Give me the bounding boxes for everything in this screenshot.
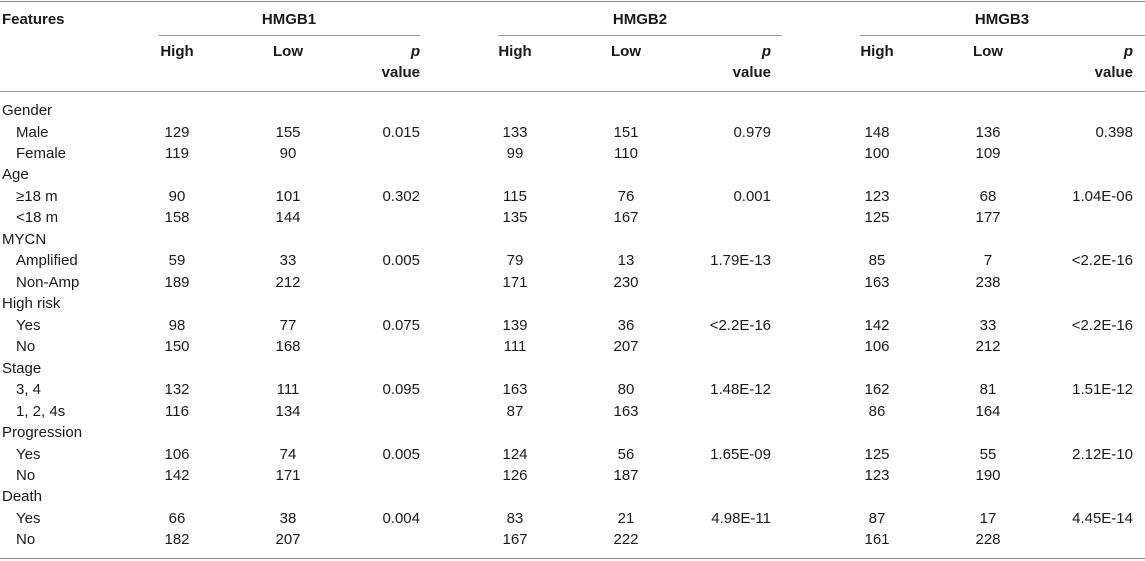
cell-p-value: <2.2E-16 — [1071, 316, 1133, 334]
cell-high: 135 — [502, 209, 528, 227]
cell-low: 74 — [279, 445, 297, 463]
col-header-low: Low — [273, 43, 303, 60]
cell-low: 21 — [617, 509, 635, 527]
section-label: High risk — [2, 295, 61, 313]
col-header-p: p — [1123, 43, 1133, 60]
cell-high: 126 — [502, 467, 528, 484]
cell-low: 110 — [614, 145, 638, 162]
cell-low: 207 — [613, 338, 639, 356]
col-header-p-value: value — [1094, 64, 1133, 81]
cell-low: 55 — [979, 445, 997, 463]
cell-p-value: 0.005 — [382, 445, 420, 463]
cell-low: 68 — [979, 187, 997, 205]
cell-low: 222 — [613, 531, 639, 549]
cell-high: 98 — [168, 316, 186, 334]
section-label: MYCN — [2, 230, 47, 248]
col-header-low: Low — [973, 43, 1003, 60]
cell-high: 99 — [506, 145, 524, 162]
row-label: Yes — [16, 316, 41, 334]
cell-p-value: 0.001 — [733, 187, 771, 205]
cell-high: 125 — [864, 445, 890, 463]
col-header-p-value: value — [381, 64, 420, 81]
group-underline — [159, 35, 420, 36]
row-label: <18 m — [16, 209, 59, 227]
cell-high: 87 — [506, 402, 524, 420]
col-header-high: High — [860, 43, 894, 60]
row-label: 1, 2, 4s — [16, 402, 66, 420]
cell-high: 100 — [864, 145, 890, 162]
cell-high: 189 — [164, 273, 190, 291]
cell-low: 187 — [613, 467, 639, 484]
cell-low: 13 — [617, 252, 635, 270]
row-label: 3, 4 — [16, 381, 42, 399]
cell-high: 123 — [864, 467, 890, 484]
cell-p-value: 0.095 — [382, 381, 420, 399]
row-label: No — [16, 338, 36, 356]
cell-low: 171 — [275, 467, 301, 484]
col-header-high: High — [498, 43, 532, 60]
top-rule — [0, 1, 1145, 2]
cell-low: 164 — [975, 402, 1001, 420]
cell-high: 142 — [164, 467, 190, 484]
bottom-rule — [0, 558, 1145, 559]
cell-low: 163 — [613, 402, 639, 420]
cell-low: 17 — [979, 509, 997, 527]
cell-high: 123 — [864, 187, 890, 205]
cell-high: 150 — [164, 338, 190, 356]
cell-low: 238 — [975, 273, 1001, 291]
cell-low: 177 — [975, 209, 1001, 227]
cell-high: 115 — [503, 187, 527, 205]
row-label: ≥18 m — [16, 187, 58, 205]
cell-low: 151 — [613, 123, 639, 141]
cell-p-value: <2.2E-16 — [1071, 252, 1133, 270]
section-label: Progression — [2, 424, 83, 441]
row-label: Male — [16, 123, 49, 141]
cell-p-value: 1.79E-13 — [710, 252, 771, 270]
row-label: Non-Amp — [16, 273, 80, 291]
cell-low: 230 — [613, 273, 639, 291]
row-label: Yes — [16, 509, 41, 527]
features-header: Features — [2, 11, 65, 28]
cell-high: 129 — [164, 123, 190, 141]
col-header-p: p — [410, 43, 420, 60]
group-underline — [498, 35, 782, 36]
section-label: Gender — [2, 102, 53, 119]
cell-high: 66 — [168, 509, 186, 527]
cell-high: 132 — [164, 381, 190, 399]
cell-p-value: <2.2E-16 — [709, 316, 771, 334]
cell-high: 161 — [864, 531, 890, 549]
col-header-p: p — [761, 43, 771, 60]
cell-high: 133 — [502, 123, 528, 141]
col-header-high: High — [160, 43, 194, 60]
cell-high: 142 — [864, 316, 890, 334]
section-label: Stage — [2, 359, 42, 377]
cell-p-value: 0.302 — [382, 187, 420, 205]
cell-high: 59 — [168, 252, 186, 270]
cell-low: 33 — [979, 316, 997, 334]
cell-high: 86 — [868, 402, 886, 420]
group-underline — [860, 35, 1145, 36]
group-title: HMGB3 — [974, 11, 1030, 28]
cell-high: 167 — [502, 531, 528, 549]
cell-p-value: 1.51E-12 — [1072, 381, 1133, 399]
cell-low: 33 — [279, 252, 297, 270]
cell-low: 77 — [279, 316, 297, 334]
col-header-p-value: value — [732, 64, 771, 81]
cell-p-value: 0.004 — [382, 509, 420, 527]
cell-p-value: 0.979 — [733, 123, 771, 141]
cell-low: 134 — [275, 402, 301, 420]
cell-high: 90 — [168, 187, 186, 205]
cell-p-value: 0.398 — [1095, 123, 1133, 141]
cell-p-value: 4.45E-14 — [1072, 509, 1133, 527]
cell-low: 144 — [275, 209, 301, 227]
cell-low: 136 — [975, 123, 1001, 141]
header-bottom-rule — [0, 91, 1145, 92]
cell-p-value: 1.04E-06 — [1072, 187, 1133, 205]
cell-low: 36 — [617, 316, 635, 334]
cell-low: 101 — [275, 187, 301, 205]
cell-high: 163 — [502, 381, 528, 399]
cell-high: 79 — [506, 252, 524, 270]
cell-high: 139 — [502, 316, 528, 334]
cell-high: 119 — [165, 145, 189, 162]
cell-p-value: 1.48E-12 — [710, 381, 771, 399]
row-label: No — [16, 531, 36, 549]
cell-high: 106 — [864, 338, 890, 356]
cell-low: 90 — [279, 145, 297, 162]
cell-low: 212 — [275, 273, 301, 291]
cell-low: 207 — [275, 531, 301, 549]
cell-low: 38 — [279, 509, 297, 527]
row-label: Female — [16, 145, 67, 162]
cell-low: 80 — [617, 381, 635, 399]
section-label: Age — [2, 166, 29, 184]
cell-low: 155 — [275, 123, 301, 141]
cell-p-value: 2.12E-10 — [1072, 445, 1133, 463]
cell-high: 171 — [502, 273, 528, 291]
cell-p-value: 1.65E-09 — [710, 445, 771, 463]
col-header-low: Low — [611, 43, 641, 60]
cell-p-value: 0.005 — [382, 252, 420, 270]
cell-low: 168 — [275, 338, 301, 356]
cell-high: 163 — [864, 273, 890, 291]
cell-high: 148 — [864, 123, 890, 141]
row-label: Yes — [16, 445, 41, 463]
row-label: No — [16, 467, 36, 484]
cell-high: 87 — [868, 509, 886, 527]
cell-low: 228 — [975, 531, 1001, 549]
cell-high: 83 — [506, 509, 524, 527]
group-title: HMGB2 — [612, 11, 668, 28]
cell-high: 85 — [868, 252, 886, 270]
cell-high: 182 — [164, 531, 190, 549]
cell-low: 76 — [617, 187, 635, 205]
cell-low: 167 — [613, 209, 639, 227]
section-label: Death — [2, 488, 43, 506]
cell-low: 190 — [975, 467, 1001, 484]
cell-high: 124 — [502, 445, 528, 463]
cell-low: 56 — [617, 445, 635, 463]
cell-p-value: 0.075 — [382, 316, 420, 334]
cell-low: 109 — [975, 145, 1001, 162]
cell-low: 212 — [975, 338, 1001, 356]
cell-high: 106 — [164, 445, 190, 463]
cell-p-value: 4.98E-11 — [711, 509, 771, 527]
cell-high: 162 — [864, 381, 890, 399]
cell-high: 158 — [164, 209, 190, 227]
cell-high: 111 — [503, 338, 527, 356]
group-title: HMGB1 — [261, 11, 317, 28]
cell-low: 7 — [983, 252, 993, 270]
cell-low: 111 — [276, 381, 300, 399]
cell-p-value: 0.015 — [382, 123, 420, 141]
cell-low: 81 — [979, 381, 997, 399]
cell-high: 125 — [864, 209, 890, 227]
row-label: Amplified — [16, 252, 78, 270]
cell-high: 116 — [165, 402, 189, 420]
